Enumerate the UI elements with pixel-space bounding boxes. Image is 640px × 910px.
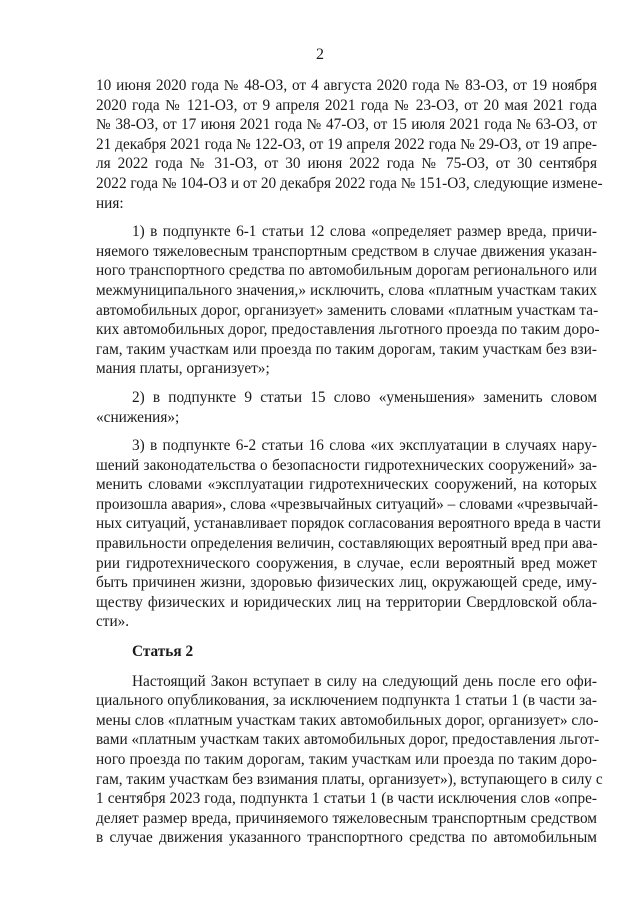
article-2-heading: Статья 2 [132,643,194,661]
text-line: мены слов «платным участкам таких автомобильных дорог, организует» сло- [96,711,599,729]
text-line: деляет размер вреда, причиняемого тяжеловесным транспортным средством [96,809,597,827]
text-line: шений законодательства о безопасности гидротехнических сооружений» за- [96,456,597,474]
item-2-paragraph [96,388,597,427]
text-line: ного транспортного средства по автомобильным дорогам регионального или [96,262,597,280]
text-line: правильности определения величин, составляющих вероятный вред при ава- [96,535,598,553]
text-line: мания платы, организует»; [96,360,270,378]
text-line: 3) в подпункте 6-2 статьи 16 слова «их эксплуатации в случаях нару- [132,437,597,455]
text-line: менить словами «эксплуатации гидротехнических сооружений, на которых [96,476,597,494]
text-line: 2) в подпункте 9 статьи 15 слово «уменьшения» заменить словом [132,388,597,406]
text-line: произошла авария», слова «чрезвычайных ситуаций» – словами «чрезвычай- [96,495,598,513]
text-line: 1) в подпункте 6-1 статьи 12 слова «определяет размер вреда, причи- [132,223,597,241]
text-line: ля 2022 года № 31-ОЗ, от 30 июня 2022 года № 75-ОЗ, от 30 сентября [96,155,597,173]
text-line: 2020 года № 121-ОЗ, от 9 апреля 2021 года № 23-ОЗ, от 20 мая 2021 года [96,96,597,114]
text-line: быть причинен жизни, здоровью физических лиц, окружающей среде, иму- [96,574,597,592]
text-line: рии гидротехнического сооружения, в случае, если вероятный вред может [96,554,597,572]
text-line: ного проезда по таким дорогам, таким участкам или проезда по таким доро- [96,751,597,768]
text-line: гам, таким участкам или проезда по таким дорогам, таким участкам без взи- [96,340,597,358]
text-line: 21 декабря 2021 года № 122-ОЗ, от 19 апреля 2022 года № 29-ОЗ, от 19 апре- [96,135,597,153]
text-line: межмуниципального значения,» исключить, слова «платным участкам таких [96,281,597,299]
text-line: ких автомобильных дорог, предоставления льготного проезда по таким доро- [96,321,600,339]
document-body [96,76,603,848]
text-line: ных ситуаций, устанавливает порядок согласования вероятного вреда в части [96,515,601,533]
text-line: ния: [96,194,124,212]
text-line: «снижения»; [96,408,180,426]
text-line: автомобильных дорог, организует» заменить словами «платным участкам та- [96,301,599,319]
article-2-paragraph [96,672,603,848]
text-line: 1 сентября 2023 года, подпункта 1 статьи 1 (в части исключения слов «опре- [96,790,597,808]
text-line: 2022 года № 104-ОЗ и от 20 декабря 2022 года № 151-ОЗ, следующие измене- [96,174,603,192]
text-line: гам, таким участкам без взимания платы, организует»), вступающего в силу с [96,770,603,788]
text-line: няемого тяжеловесным транспортным средством в случае движения указан- [96,242,597,260]
intro-paragraph [96,76,603,213]
text-line: 10 июня 2020 года № 48-ОЗ, от 4 августа 2020 года № 83-ОЗ, от 19 ноября [96,77,597,94]
item-1-paragraph [96,222,600,379]
text-line: сти». [96,613,130,631]
text-line: Настоящий Закон вступает в силу на следующий день после его офи- [132,672,597,690]
text-line: № 38-ОЗ, от 17 июня 2021 года № 47-ОЗ, от 15 июля 2021 года № 63-ОЗ, от [96,116,597,134]
text-line: ществу физических и юридических лиц на территории Свердловской обла- [96,593,597,611]
text-line: в случае движения указанного транспортного средства по автомобильным [96,829,597,847]
text-line: вами «платным участкам таких автомобильных дорог, предоставления льгот- [96,731,600,749]
text-line: циального опубликования, за исключением подпункта 1 статьи 1 (в части за- [96,692,597,710]
item-3-paragraph [96,436,601,632]
page-number: 2 [316,46,324,63]
